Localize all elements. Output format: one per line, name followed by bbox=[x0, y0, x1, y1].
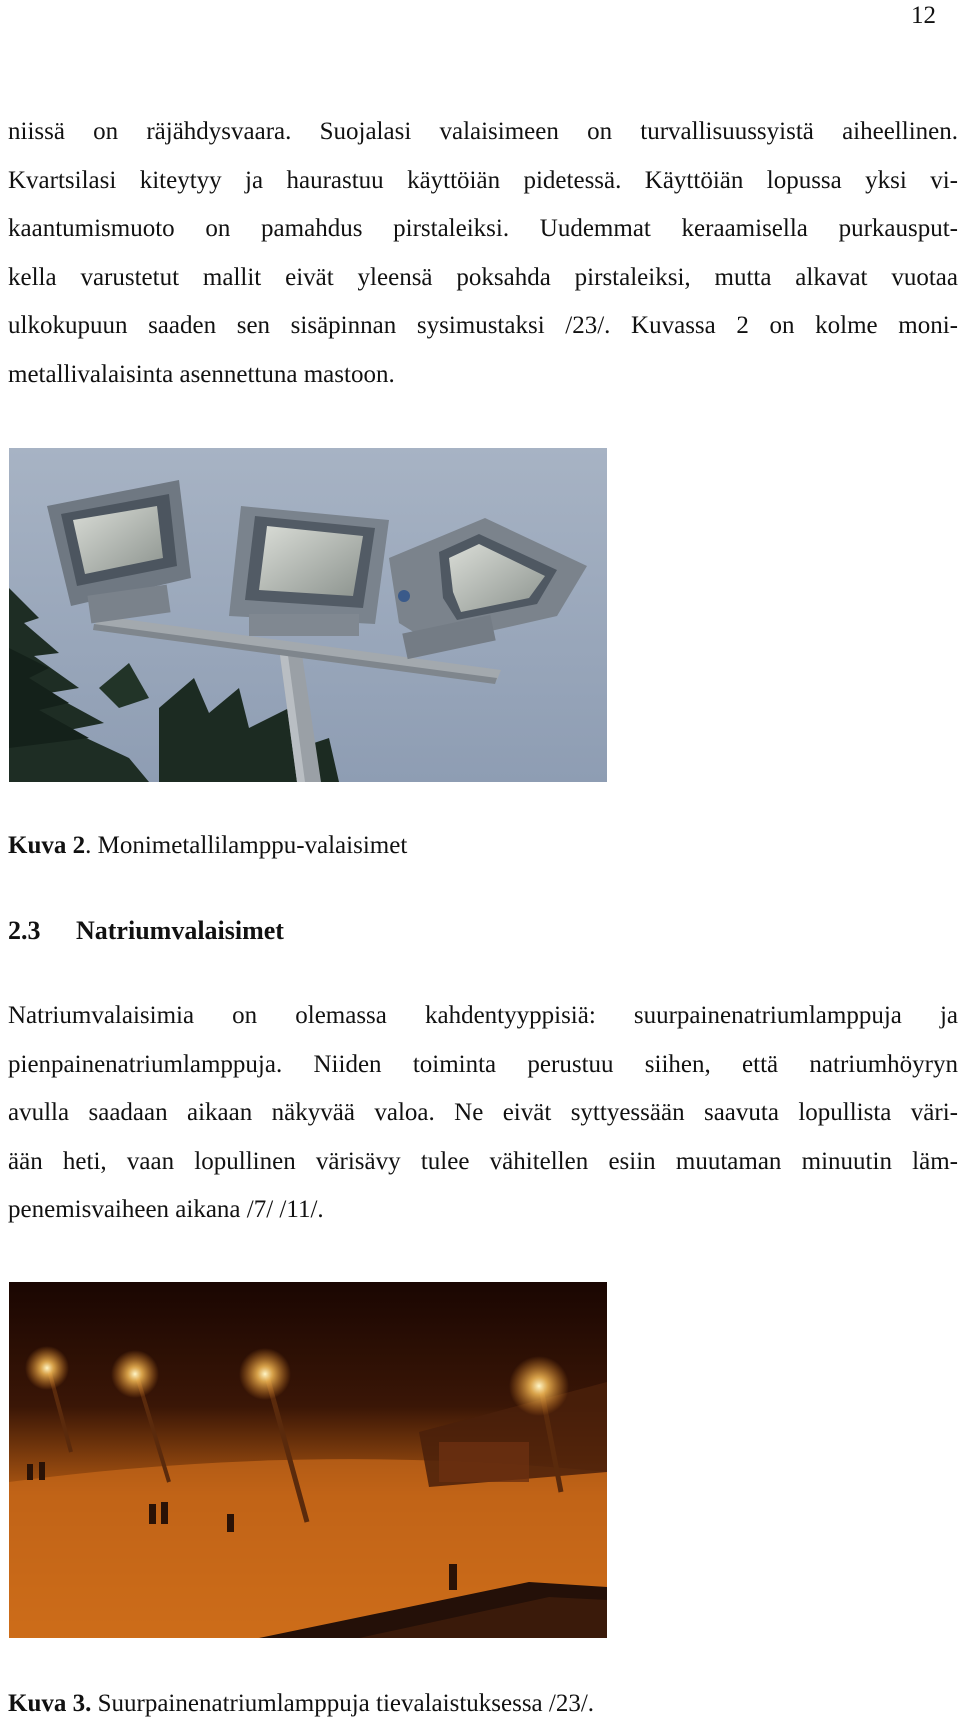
caption-text: . Monimetallilamppu-valaisimet bbox=[85, 832, 408, 859]
text-line: Kvartsilasi kiteytyy ja haurastuu käyttöiän pidetessä. Käyttöiän lopussa yksi vi- bbox=[8, 166, 958, 194]
section-number: 2.3 bbox=[8, 916, 41, 945]
caption-text: Suurpainenatriumlamppuja tievalaistuksessa /23/. bbox=[91, 1690, 595, 1717]
text-line: ään heti, vaan lopullinen värisävy tulee vähitellen esiin muutaman minuutin läm- bbox=[8, 1147, 958, 1175]
text-line: Natriumvalaisimia on olemassa kahdentyyppisiä: suurpainenatriumlamppuja ja bbox=[8, 1002, 958, 1029]
text-line: ulkokupuun saaden sen sisäpinnan sysimustaksi /23/. Kuvassa 2 on kolme moni- bbox=[8, 312, 958, 340]
text-line: kaantumismuoto on pamahdus pirstaleiksi. Uudemmat keraamisella purkausput- bbox=[8, 215, 958, 243]
paragraph-sodium-lamps bbox=[8, 992, 958, 1235]
sodium-street-lights-photo bbox=[9, 1282, 607, 1638]
lamp-center bbox=[229, 506, 389, 636]
metal-halide-lamps-photo bbox=[9, 448, 607, 782]
page-number: 12 bbox=[911, 2, 936, 29]
text-line: avulla saadaan aikaan näkyvää valoa. Ne eivät syttyessään saavuta lopullista väri- bbox=[8, 1099, 958, 1127]
text-line: kella varustetut mallit eivät yleensä poksahda pirstaleiksi, mutta alkavat vuotaa bbox=[8, 263, 958, 291]
figure-3-caption bbox=[8, 1690, 594, 1718]
text-line: niissä on räjähdysvaara. Suojalasi valaisimeen on turvallisuussyistä aiheellinen. bbox=[8, 118, 958, 145]
section-heading bbox=[8, 916, 284, 946]
section-title: Natriumvalaisimet bbox=[76, 916, 284, 945]
paragraph-metal-halide bbox=[8, 108, 958, 400]
caption-label: Kuva 2 bbox=[8, 832, 86, 859]
text-line: penemisvaiheen aikana /7/ /11/. bbox=[8, 1196, 324, 1224]
figure-2-metal-halide-lamps bbox=[9, 448, 607, 782]
text-line: pienpainenatriumlamppuja. Niiden toiminta perustuu siihen, että natriumhöyryn bbox=[8, 1050, 958, 1078]
caption-label: Kuva 3. bbox=[8, 1690, 92, 1717]
figure-3-sodium-street-lights bbox=[9, 1282, 607, 1638]
text-line: metallivalaisinta asennettuna mastoon. bbox=[8, 360, 395, 388]
figure-2-caption bbox=[8, 832, 407, 860]
